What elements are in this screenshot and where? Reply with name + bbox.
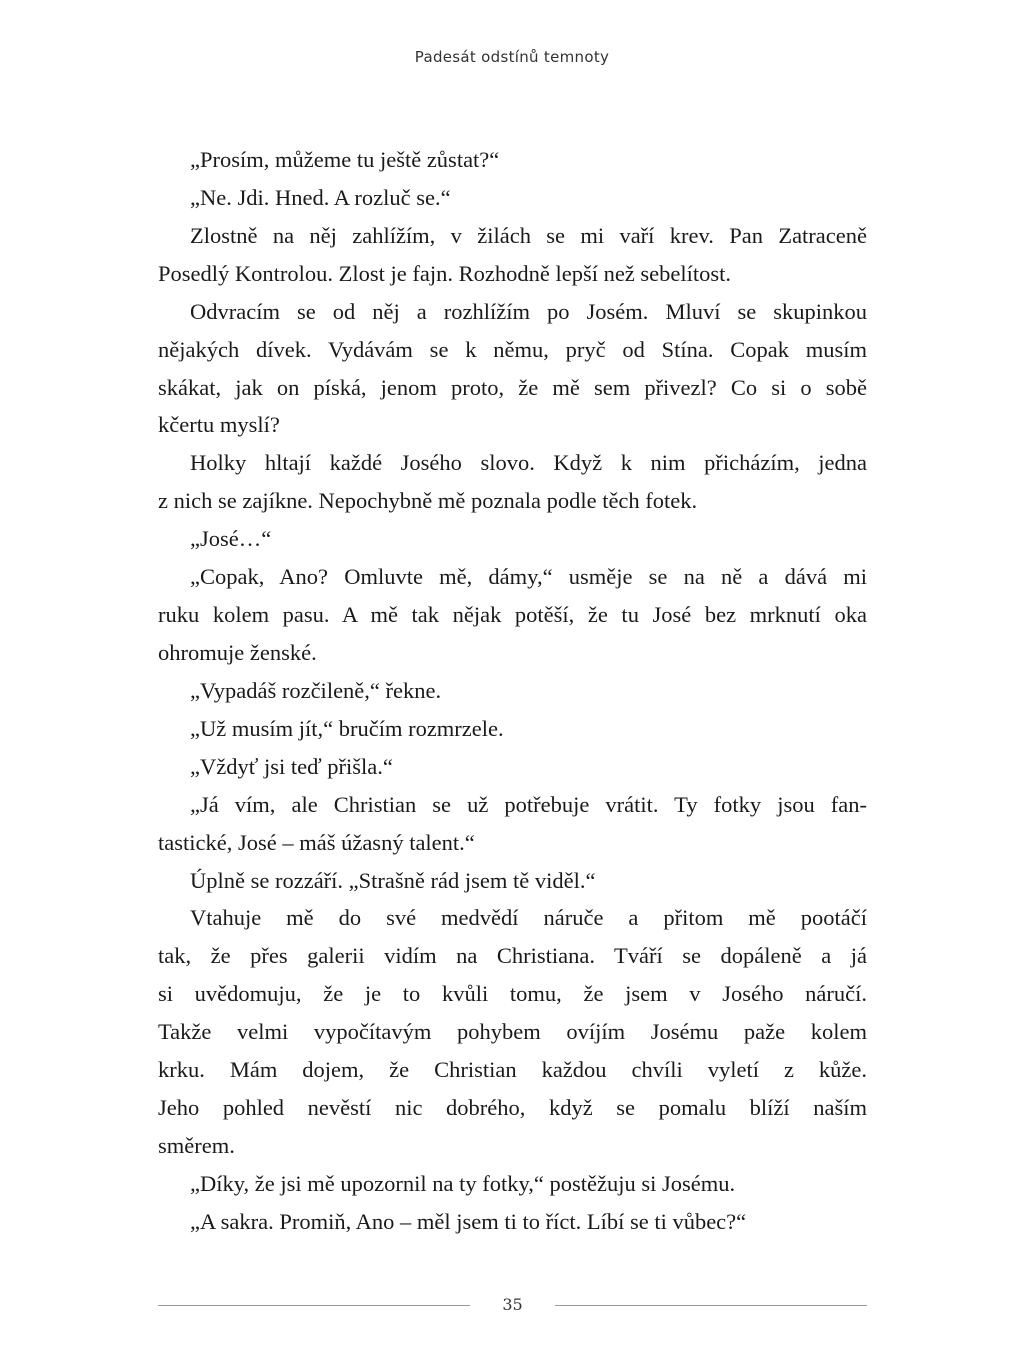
text-line: „Vždyť jsi teď přišla.“: [190, 753, 393, 779]
text-line: tak, že přes galerii vidím na Christiana. Tváří se dopáleně a já: [158, 943, 867, 969]
text-line: „Prosím, můžeme tu ještě zůstat?“: [190, 147, 500, 172]
running-header: Padesát odstínů temnoty: [414, 48, 610, 66]
page-footer: [158, 1292, 867, 1318]
footer-rule-right: [555, 1305, 867, 1306]
text-line: Takže velmi vypočítavým pohybem ovíjím Josému paže kolem: [158, 1019, 867, 1045]
text-line: ruku kolem pasu. A mě tak nějak potěší, že tu José bez mrknutí oka: [158, 602, 867, 628]
text-line: Odvracím se od něj a rozhlížím po Josém. Mluví se skupinkou: [190, 298, 867, 324]
text-line: „Já vím, ale Christian se už potřebuje vrátit. Ty fotky jsou fan-: [190, 791, 867, 817]
text-line: Vtahuje mě do své medvědí náruče a přitom mě pootáčí: [190, 905, 867, 931]
text-line: „José…“: [190, 526, 272, 552]
text-line: z nich se zajíkne. Nepochybně mě poznala podle těch fotek.: [158, 488, 698, 514]
text-line: nějakých dívek. Vydávám se k němu, pryč od Stína. Copak musím: [158, 336, 867, 362]
text-line: Posedlý Kontrolou. Zlost je fajn. Rozhodně lepší než sebelítost.: [158, 260, 732, 286]
text-line: tastické, José – máš úžasný talent.“: [158, 829, 475, 855]
text-line: „Ne. Jdi. Hned. A rozluč se.“: [190, 184, 451, 210]
text-line: „Vypadáš rozčileně,“ řekne.: [190, 677, 442, 703]
text-line: Jeho pohled nevěstí nic dobrého, když se pomalu blíží naším: [158, 1095, 867, 1121]
text-line: si uvědomuju, že je to kvůli tomu, že jsem v Josého náručí.: [158, 981, 867, 1007]
page-number: 35: [502, 1295, 523, 1314]
text-line: Zlostně na něj zahlížím, v žilách se mi vaří krev. Pan Zatraceně: [190, 222, 867, 248]
text-line: směrem.: [158, 1132, 235, 1158]
text-line: „A sakra. Promiň, Ano – měl jsem ti to říct. Líbí se ti vůbec?“: [190, 1208, 747, 1234]
text-line: „Copak, Ano? Omluvte mě, dámy,“ usměje se na ně a dává mi: [190, 564, 867, 590]
text-line: ohromuje ženské.: [158, 639, 317, 665]
text-line: kčertu myslí?: [158, 412, 280, 438]
body-text: [158, 141, 867, 1241]
text-line: „Už musím jít,“ bručím rozmrzele.: [190, 715, 504, 741]
text-line: „Díky, že jsi mě upozornil na ty fotky,“ postěžuju si Josému.: [190, 1170, 736, 1196]
text-line: krku. Mám dojem, že Christian každou chvíli vyletí z kůže.: [158, 1057, 867, 1083]
text-line: Úplně se rozzáří. „Strašně rád jsem tě viděl.“: [190, 867, 596, 893]
text-line: Holky hltají každé Josého slovo. Když k nim přicházím, jedna: [190, 450, 867, 476]
text-line: skákat, jak on píská, jenom proto, že mě sem přivezl? Co si o sobě: [158, 374, 867, 400]
